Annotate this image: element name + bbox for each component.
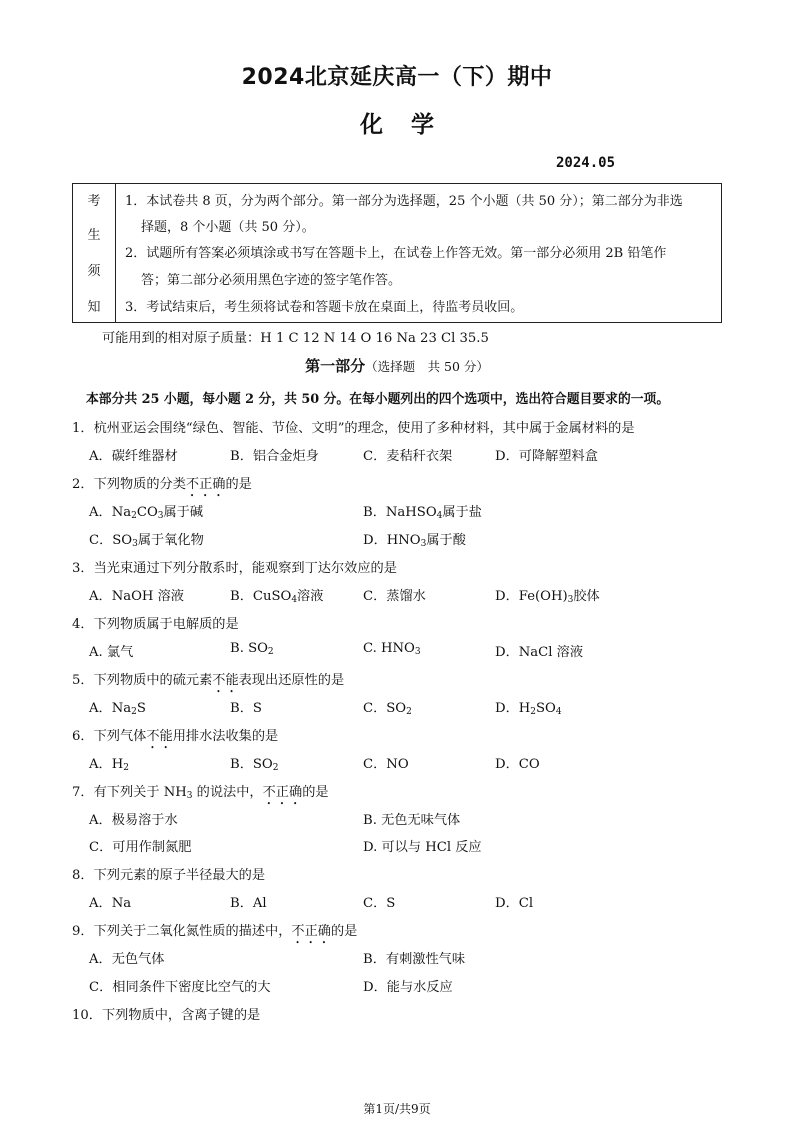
- section-intro: 本部分共 25 小题，每小题 2 分，共 50 分。在每小题列出的四个选项中，选出符合题目要求的一项。: [86, 392, 670, 407]
- subscript: 3: [186, 791, 193, 801]
- stem-text: 2．下列物质的分类: [72, 477, 186, 492]
- option-text: D．Fe(OH): [495, 589, 568, 604]
- emphasized-text: 不能: [212, 673, 239, 688]
- option-text: 溶液: [297, 589, 324, 604]
- page-footer: 第1页/共9页: [363, 1102, 431, 1116]
- option-c: C．NO: [363, 757, 409, 772]
- subscript: 3: [132, 539, 138, 549]
- option-text: B. SO: [230, 641, 268, 656]
- subscript: 3: [420, 539, 427, 549]
- option-c: [363, 697, 412, 716]
- option-c: C．S: [363, 896, 396, 911]
- option-c: C．可用作制氮肥: [89, 840, 192, 855]
- subscript: 3: [567, 595, 574, 605]
- subscript: 2: [406, 707, 412, 717]
- option-text: D．H: [495, 701, 531, 716]
- option-d: D. 可以与 HCl 反应: [363, 840, 482, 855]
- option-text: C．SO: [363, 701, 407, 716]
- section-title: 第一部分: [305, 357, 366, 375]
- notice-side-char: 考: [87, 194, 101, 209]
- emphasized-text: 不正确: [185, 477, 226, 492]
- option-b: B．有刺激性气味: [363, 952, 466, 967]
- option-text: 属于氧化物: [137, 533, 204, 548]
- question-stem: [72, 920, 357, 947]
- subscript: 4: [291, 595, 298, 605]
- subscript: 3: [157, 511, 164, 521]
- option-d: D．Cl: [495, 896, 534, 911]
- question-stem: [72, 781, 329, 808]
- question-stem: [72, 725, 278, 752]
- option-d: [363, 529, 466, 548]
- exam-date: 2024.05: [556, 155, 616, 171]
- option-text: S: [136, 701, 146, 716]
- option-text: B．NaHSO: [363, 505, 437, 520]
- option-text: 属于酸: [426, 533, 466, 548]
- section-heading: [0, 355, 794, 376]
- option-a: A．NaOH 溶液: [89, 589, 184, 604]
- section-note: （选择题 共 50 分）: [365, 359, 489, 374]
- option-a: A．无色气体: [89, 952, 165, 967]
- emphasized-text: 不正确: [262, 785, 303, 800]
- option-c: [363, 641, 421, 656]
- stem-text: 9．下列关于二氧化氮性质的描述中，: [72, 924, 292, 939]
- option-b: [230, 641, 274, 656]
- option-d: D．CO: [495, 757, 540, 772]
- subscript: 2: [123, 763, 129, 773]
- option-text: C. HNO: [363, 641, 415, 656]
- option-a: [89, 753, 129, 772]
- option-text: C．SO: [89, 533, 133, 548]
- option-text: 属于盐: [442, 505, 482, 520]
- subscript: 2: [131, 707, 137, 717]
- stem-text: 用排水法收集的是: [172, 729, 279, 744]
- option-b: [363, 501, 482, 520]
- subject-title: 化学: [360, 112, 462, 138]
- option-c: C．蒸馏水: [363, 589, 426, 604]
- stem-text: 7．有下列关于 NH: [72, 785, 187, 800]
- atomic-masses: 可能用到的相对原子质量：H 1 C 12 N 14 O 16 Na 23 Cl 35.5: [102, 331, 489, 346]
- option-text: A．Na: [89, 505, 132, 520]
- question-stem: [72, 669, 344, 696]
- subscript: 2: [272, 763, 279, 773]
- stem-text: 的是: [302, 785, 329, 800]
- option-c: [89, 529, 204, 548]
- option-d: D．可降解塑料盒: [495, 449, 598, 464]
- stem-text: 表现出还原性的是: [238, 673, 345, 688]
- option-b: B. 无色无味气体: [363, 813, 461, 828]
- option-text: B．CuSO: [230, 589, 292, 604]
- question-stem: 1．杭州亚运会围绕“绿色、智能、节俭、文明”的理念，使用了多种材料，其中属于金属材料的是: [72, 421, 635, 436]
- option-b: B．铝合金炬身: [230, 449, 319, 464]
- option-d: D．能与水反应: [363, 980, 453, 995]
- subscript: 2: [131, 511, 137, 521]
- exam-notice-box: [72, 183, 722, 323]
- question-stem: 8．下列元素的原子半径最大的是: [72, 868, 266, 883]
- notice-side-char: 生: [87, 228, 101, 243]
- stem-text: 的说法中，: [192, 785, 263, 800]
- notice-side-char: 知: [87, 300, 101, 315]
- notice-line: 答；第二部分必须用黑色字迹的签字笔作答。: [141, 273, 402, 288]
- subscript: 4: [436, 511, 443, 521]
- option-a: A. 氯气: [89, 645, 134, 660]
- stem-text: 的是: [330, 924, 358, 939]
- option-text: 胶体: [573, 589, 600, 604]
- notice-side-label: [73, 184, 116, 322]
- option-text: A．Na: [89, 701, 132, 716]
- option-a: [89, 501, 203, 520]
- stem-text: 5．下列物质中的硫元素: [72, 673, 213, 688]
- option-text: D．HNO: [363, 533, 421, 548]
- option-d: [495, 585, 600, 604]
- emphasized-text: 不正确: [291, 924, 331, 939]
- option-c: C．麦秸秆衣架: [363, 449, 453, 464]
- notice-line: 择题，8 个小题（共 50 分）。: [141, 220, 315, 235]
- stem-text: 6．下列气体: [72, 729, 147, 744]
- option-a: A．极易溶于水: [89, 813, 178, 828]
- subscript: 2: [267, 647, 274, 657]
- option-a: A．碳纤维器材: [89, 449, 178, 464]
- subscript: 4: [555, 707, 562, 717]
- question-stem: 3．当光束通过下列分散系时，能观察到丁达尔效应的是: [72, 561, 397, 576]
- option-text: CO: [136, 505, 158, 520]
- stem-text: 的是: [225, 477, 252, 492]
- option-c: C．相同条件下密度比空气的大: [89, 980, 271, 995]
- question-stem: 4．下列物质属于电解质的是: [72, 617, 239, 632]
- option-text: B．SO: [230, 757, 273, 772]
- option-a: [89, 697, 146, 716]
- emphasized-text: 不能: [146, 729, 173, 744]
- subscript: 2: [530, 707, 536, 717]
- subscript: 3: [414, 647, 421, 657]
- option-b: B．Al: [230, 896, 267, 911]
- option-text: SO: [536, 701, 556, 716]
- option-d: D．NaCl 溶液: [495, 645, 584, 660]
- option-b: B．S: [230, 701, 262, 716]
- option-b: [230, 753, 278, 772]
- exam-title: 2024北京延庆高一（下）期中: [241, 65, 553, 90]
- notice-side-char: 须: [87, 264, 101, 279]
- question-stem: 10．下列物质中，含离子键的是: [72, 1008, 261, 1023]
- option-b: [230, 585, 323, 604]
- option-d: [495, 697, 562, 716]
- option-a: A．Na: [89, 896, 132, 911]
- notice-line: 1．本试卷共 8 页，分为两个部分。第一部分为选择题，25 个小题（共 50 分）；第二部分为非选: [125, 194, 683, 209]
- notice-line: 3．考试结束后，考生须将试卷和答题卡放在桌面上，待监考员收回。: [125, 300, 524, 315]
- notice-line: 2．试题所有答案必须填涂或书写在答题卡上，在试卷上作答无效。第一部分必须用 2B 铅笔作: [125, 246, 667, 261]
- option-text: A．H: [89, 757, 124, 772]
- option-text: 属于碱: [163, 505, 204, 520]
- question-stem: [72, 473, 252, 500]
